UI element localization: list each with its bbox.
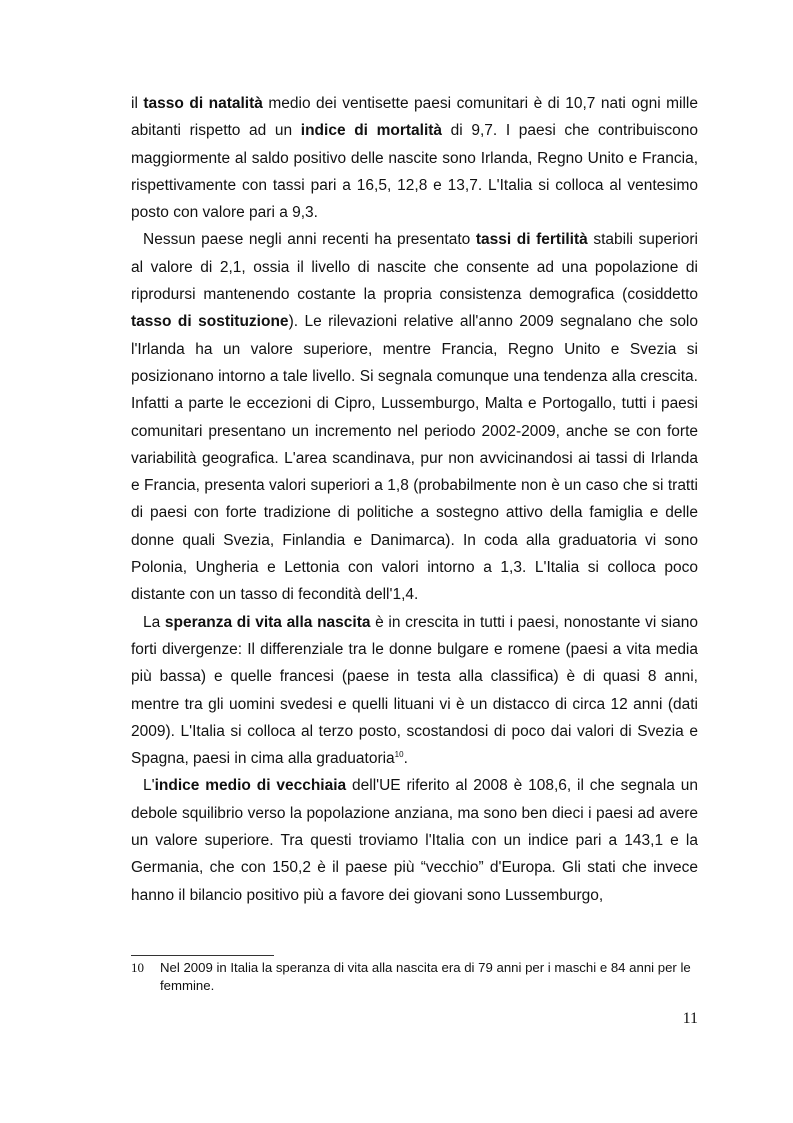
bold-term: indice medio di vecchiaia xyxy=(154,777,347,795)
text-segment: stabili superiori al valore di 2,1, ossia il livello di nascite che consente ad una popolazione di riprodursi mantenendo costante la propria consistenza demografica (cosiddetto xyxy=(131,231,698,304)
footnote-text: Nel 2009 in Italia la speranza di vita alla nascita era di 79 anni per i maschi e 84 anni per le femmine. xyxy=(160,960,691,993)
paragraph xyxy=(131,90,698,226)
bold-term: tasso di sostituzione xyxy=(131,313,289,331)
bold-term: tasso di natalità xyxy=(143,95,263,112)
text-segment: medio dei ventisette paesi comunitari è di 10,7 nati ogni mille abitanti rispetto ad un xyxy=(131,95,698,140)
page-number: 11 xyxy=(682,1010,698,1027)
footnote-reference: 10 xyxy=(394,749,404,759)
paragraph xyxy=(131,609,698,773)
body-text xyxy=(131,90,698,909)
bold-term: speranza di vita alla nascita xyxy=(164,613,371,631)
bold-term: indice di mortalità xyxy=(300,122,443,140)
footnote-number: 10 xyxy=(131,960,144,975)
text-segment: Nessun paese negli anni recenti ha presentato xyxy=(143,231,476,249)
text-segment: il xyxy=(131,95,144,112)
text-segment: ). Le rilevazioni relative all'anno 2009 segnalano che solo l'Irlanda ha un valore superiore, mentre Francia, Regno Unito e Svezia si posizionano intorno a tale livello. Si segnala comunque una tendenza alla crescita. Infatti a parte le eccezioni di Cipro, Lussemburgo, Malta e Portogallo, tutti i paesi comunitari presentano un incremento nel periodo 2002-2009, anche se con forte variabilità geografica. L'area scandinava, pur non avvicinandosi ai tassi di Irlanda e Francia, presenta valori superiori a 1,8 (probabilmente non è un caso che si tratti di paesi con forte tradizione di politiche a sostegno attivo della famiglia e delle donne quali Svezia, Finlandia e Danimarca). In coda alla graduatoria vi sono Polonia, Ungheria e Lettonia con valori intorno a 1,3. L'Italia si colloca poco distante con un tasso di fecondità dell'1,4. xyxy=(131,313,698,604)
text-segment: è in crescita in tutti i paesi, nonostante vi siano forti divergenze: Il differenziale tra le donne bulgare e romene (paesi a vita media più bassa) e quelle francesi (paese in testa alla classifica) è di quasi 8 anni, mentre tra gli uomini svedesi e quelli lituani vi è un distacco di circa 12 anni (dati 2009). L'Italia si colloca al terzo posto, scostandosi di poco dai valori di Svezia e Spagna, paesi in cima alla graduatoria xyxy=(131,613,698,768)
paragraph xyxy=(131,772,698,908)
text-segment: . xyxy=(403,750,408,768)
footnote xyxy=(131,959,698,995)
paragraph xyxy=(131,226,698,608)
bold-term: tassi di fertilità xyxy=(475,231,588,249)
text-segment: La xyxy=(143,613,165,631)
footnote-separator xyxy=(131,955,274,956)
text-segment: di 9,7. I paesi che contribuiscono maggiormente al saldo positivo delle nascite sono Irlanda, Regno Unito e Francia, rispettivamente con tassi pari a 16,5, 12,8 e 13,7. L'Italia si colloca al ventesimo posto con valore pari a 9,3. xyxy=(131,122,698,222)
text-segment: dell'UE riferito al 2008 è 108,6, il che segnala un debole squilibrio verso la popolazione anziana, ma sono ben dieci i paesi ad avere un valore superiore. Tra questi troviamo l'Italia con un indice pari a 143,1 e la Germania, che con 150,2 è il paese più “vecchio” d'Europa. Gli stati che invece hanno il bilancio positivo più a favore dei giovani sono Lussemburgo, xyxy=(131,777,698,904)
text-segment: L' xyxy=(143,777,155,795)
